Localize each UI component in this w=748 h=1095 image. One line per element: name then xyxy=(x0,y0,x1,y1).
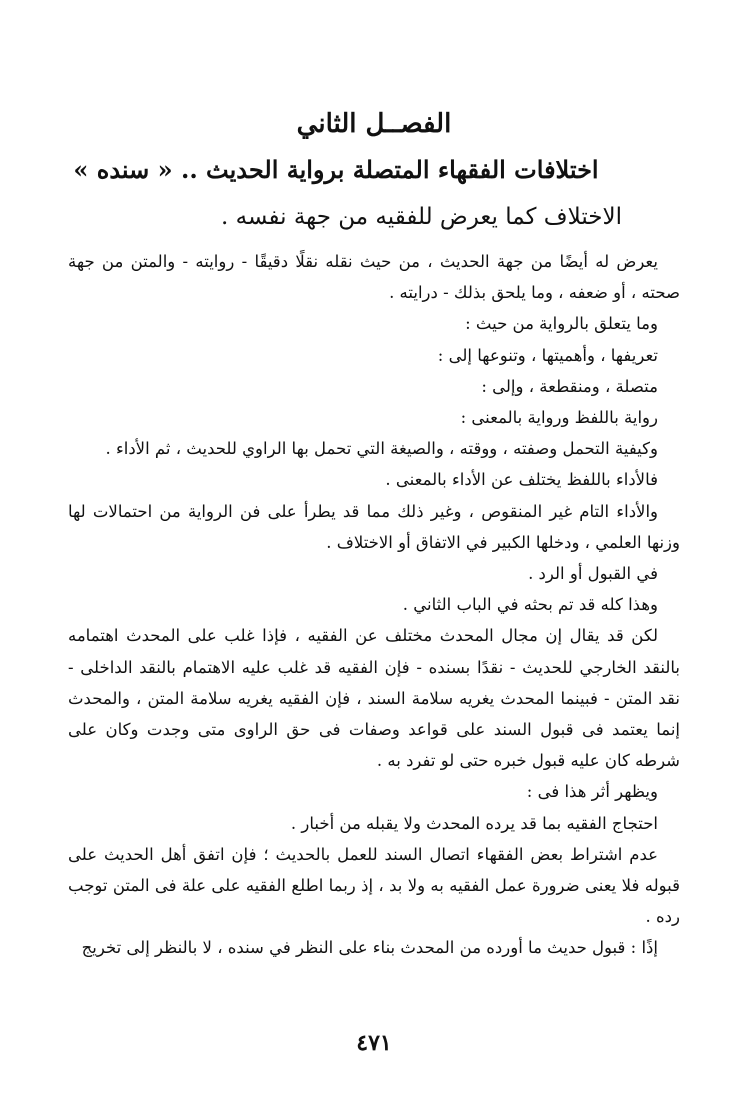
paragraph: ويظهر أثر هذا فى : xyxy=(526,782,658,802)
paragraph: لكن قد يقال إن مجال المحدث مختلف عن الفقيه ، فإذا غلب على المحدث اهتمامه بالنقد الخارجي للحديث - نقدًا بسنده - فإن الفقيه قد غلب عليه الاهتمام بالنقد الداخلى - نقد المتن - فبينما المحدث يغريه سلامة السند ، فإن الفقيه يغريه سلامة المتن ، والمحدث إنما يعتمد فى قبول السند على قواعد وصفات فى حق الراوى متى وجدت وكان على شرطه كان عليه قبول خبره حتى لو تفرد به . xyxy=(68,626,680,771)
paragraph: رواية باللفظ ورواية بالمعنى : xyxy=(460,408,658,428)
body-text xyxy=(68,246,680,964)
page-number: ٤٧١ xyxy=(356,1030,392,1056)
chapter-subtitle: اختلافات الفقهاء المتصلة برواية الحديث .. « سنده » xyxy=(73,155,599,184)
paragraph: فالأداء باللفظ يختلف عن الأداء بالمعنى . xyxy=(385,470,658,490)
section-title: الاختلاف كما يعرض للفقيه من جهة نفسه . xyxy=(221,204,622,230)
paragraph: وكيفية التحمل وصفته ، ووقته ، والصيغة التي تحمل بها الراوي للحديث ، ثم الأداء . xyxy=(105,439,658,459)
paragraph: وهذا كله قد تم بحثه في الباب الثاني . xyxy=(402,595,658,615)
paragraph: في القبول أو الرد . xyxy=(528,564,658,584)
paragraph: عدم اشتراط بعض الفقهاء اتصال السند للعمل بالحديث ؛ فإن اتفق أهل الحديث على قبوله فلا يعنى ضرورة عمل الفقيه به ولا بد ، إذ ربما اطلع الفقيه على علة فى المتن توجب رده . xyxy=(68,844,680,927)
paragraph: تعريفها ، وأهميتها ، وتنوعها إلى : xyxy=(437,345,658,365)
paragraph: والأداء التام غير المنقوص ، وغير ذلك مما قد يطرأ على فن الرواية من احتمالات لها وزنها العلمي ، ودخلها الكبير في الاتفاق أو الاختلاف . xyxy=(68,501,680,552)
paragraph: يعرض له أيضًا من جهة الحديث ، من حيث نقله نقلًا دقيقًا - روايته - والمتن من جهة صحته ، أو ضعفه ، وما يلحق بذلك - درايته . xyxy=(68,252,680,303)
paragraph: متصلة ، ومنقطعة ، وإلى : xyxy=(481,376,658,396)
paragraph: إذًا : قبول حديث ما أورده من المحدث بناء على النظر في سنده ، لا بالنظر إلى تخريج xyxy=(81,938,658,958)
chapter-title: الفصــل الثاني xyxy=(296,109,452,139)
paragraph: وما يتعلق بالرواية من حيث : xyxy=(465,314,658,334)
paragraph: احتجاج الفقيه بما قد يرده المحدث ولا يقبله من أخبار . xyxy=(290,813,658,833)
